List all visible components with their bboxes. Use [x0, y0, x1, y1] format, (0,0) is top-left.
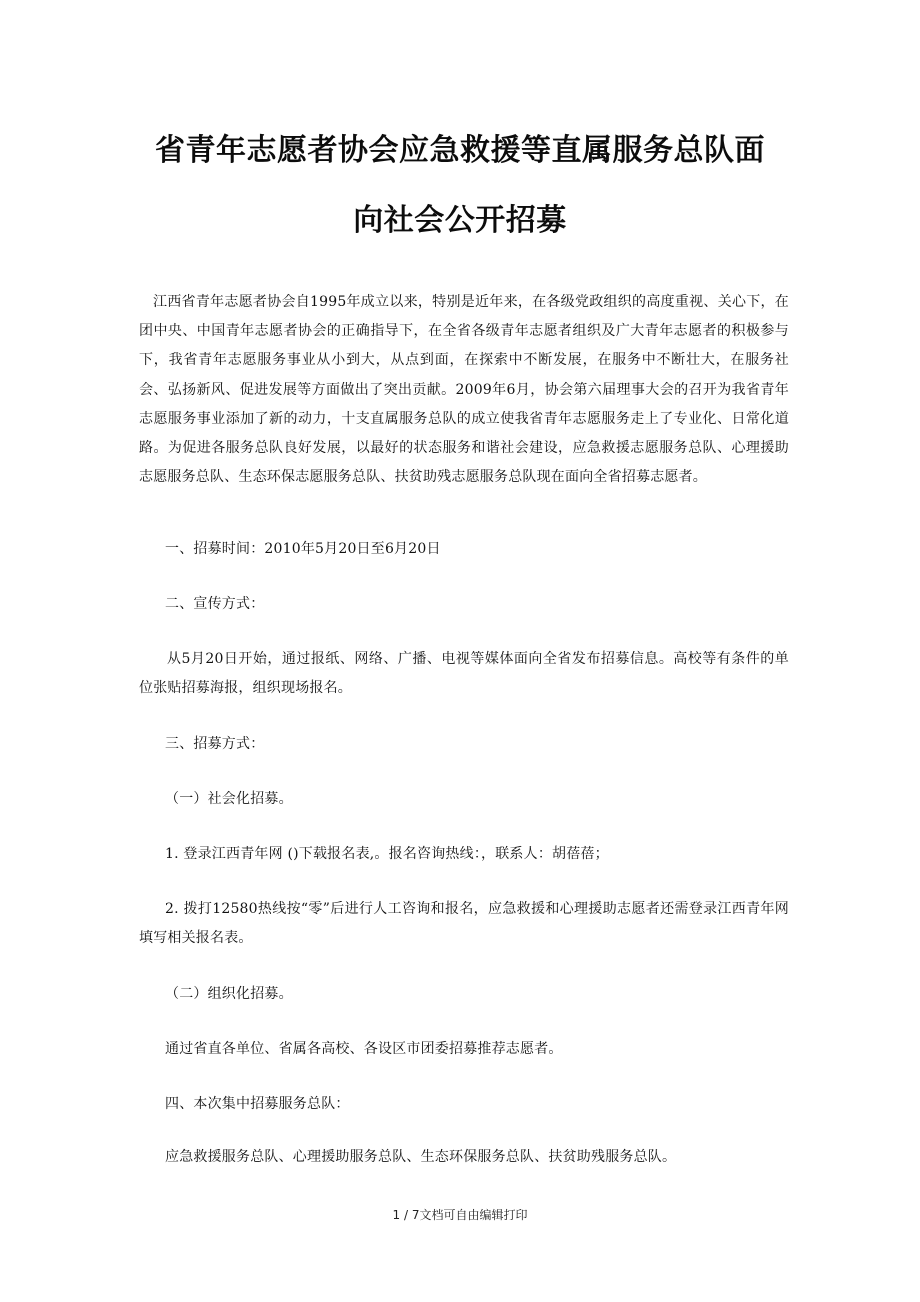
section-method-heading: 三、招募方式： — [165, 736, 265, 752]
section-method-organized: （二）组织化招募。 — [165, 986, 293, 1002]
document-title-line1: 省青年志愿者协会应急救援等直属服务总队面 — [155, 133, 765, 168]
section-teams-body: 应急救援服务总队、心理援助服务总队、生态环保服务总队、扶贫助残服务总队。 — [165, 1149, 677, 1165]
section-method-social: （一）社会化招募。 — [165, 791, 293, 807]
section-publicity-heading: 二、宣传方式： — [165, 596, 265, 612]
page-footer: 1 / 7文档可自由编辑打印 — [392, 1208, 528, 1222]
section-recruitment-time: 一、招募时间：2010年5月20日至6月20日 — [165, 541, 441, 557]
section-teams-heading: 四、本次集中招募服务总队： — [165, 1096, 350, 1112]
section-method-item-2: 2. 拨打12580热线按“零”后进行人工咨询和报名，应急救援和心理援助志愿者还需登录江西青年网填写相关报名表。 — [139, 901, 789, 947]
section-publicity-body: 从5月20日开始，通过报纸、网络、广播、电视等媒体面向全省发布招募信息。高校等有条件的单位张贴招募海报，组织现场报名。 — [139, 651, 789, 697]
section-method-item-1: 1. 登录江西青年网 ()下载报名表,。报名咨询热线：，联系人：胡蓓蓓； — [165, 846, 609, 862]
document-title-line2: 向社会公开招募 — [353, 203, 567, 238]
intro-paragraph: 江西省青年志愿者协会自1995年成立以来，特别是近年来，在各级党政组织的高度重视、关心下，在团中央、中国青年志愿者协会的正确指导下，在全省各级青年志愿者组织及广大青年志愿者的积极参与下，我省青年志愿服务事业从小到大，从点到面，在探索中不断发展，在服务中不断壮大，在服务社会、弘扬新风、促进发展等方面做出了突出贡献。2009年6月，协会第六届理事大会的召开为我省青年志愿服务事业添加了新的动力，十支直属服务总队的成立使我省青年志愿服务走上了专业化、日常化道路。为促进各服务总队良好发展，以最好的状态服务和谐社会建设，应急救援志愿服务总队、心理援助志愿服务总队、生态环保志愿服务总队、扶贫助残志愿服务总队现在面向全省招募志愿者。 — [139, 294, 789, 486]
section-method-organized-body: 通过省直各单位、省属各高校、各设区市团委招募推荐志愿者。 — [165, 1041, 563, 1057]
